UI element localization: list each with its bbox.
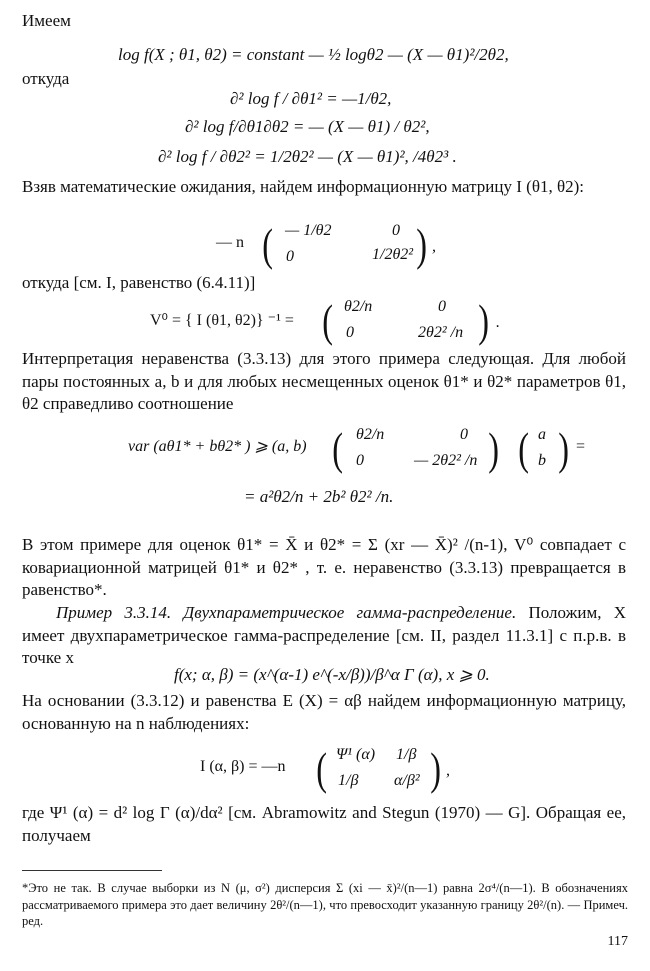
variance-result: = a²θ2/n + 2b² θ2² /n. [244, 487, 394, 506]
footnote-rule [22, 870, 162, 871]
variance-inequality [0, 424, 650, 474]
matrix-cell: 1/2θ2² [372, 246, 414, 263]
right-paren: ) [430, 743, 442, 794]
matrix-cell: 1/β [396, 746, 417, 763]
matrix-cell: 1/β [338, 772, 359, 789]
gamma-information-matrix [0, 744, 650, 794]
matrix-cell: 0 [356, 452, 364, 469]
left-paren: ( [262, 219, 274, 270]
inequality-prefix: var (aθ1* + bθ2* ) ⩾ (a, b) [128, 438, 307, 455]
equation-log-likelihood: log f(X ; θ1, θ2) = constant — ½ logθ2 — (X — θ1)²/2θ2, [118, 45, 509, 64]
paragraph-interpretation: Интерпретация неравенства (3.3.13) для этого примера следующая. Для любой пары постоянных a, b и для любых несмещенных оценок θ1* и θ2* параметров θ1, θ2 справедливо соотношение [22, 349, 626, 413]
left-paren: ( [322, 295, 334, 346]
example-body: Положим, X имеет двухпараметрическое гамма-распределение [см. II, раздел 11.3.1] с п.р.в. в точке x [22, 603, 626, 667]
page-number: 117 [607, 934, 628, 949]
matrix-prefix: V⁰ = { I (θ1, θ2)} ⁻¹ = [150, 312, 294, 329]
right-paren: ) [416, 219, 428, 270]
intro-word: Имеем [22, 11, 71, 30]
equals-sign: = [576, 438, 586, 455]
vector-cell: a [538, 426, 546, 443]
footnote: *Это не так. В случае выборки из N (μ, σ²) дисперсия Σ (xi — x̄)²/(n—1) равна 2σ⁴/(n—1). В обозначениях рассматриваемого примера это дает величину 2θ²/(n—1), что превосходит указанную границу 2θ²/(n). — Примеч. ред. [22, 881, 628, 928]
paragraph-where: где Ψ¹ (α) = d² log Γ (α)/dα² [см. Abramowitz and Stegun (1970) — G]. Обращая ее, получаем [22, 803, 626, 845]
equation-second-derivative-2: ∂² log f/∂θ1∂θ2 = — (X — θ1) / θ2², [185, 117, 430, 136]
vector-cell: b [538, 452, 546, 469]
matrix-cell: 0 [438, 298, 446, 315]
equation-second-derivative-1: ∂² log f / ∂θ1² = —1/θ2, [230, 89, 392, 108]
left-paren: ( [316, 743, 328, 794]
paragraph-example-estimators: В этом примере для оценок θ1* = X̄ и θ2* = Σ (xr — X̄)² /(n-1), V⁰ совпадает с ковариационной матрицей θ1* и θ2* , т. е. неравенство (3.3.13) превращается в равенство*. [22, 535, 626, 599]
matrix-suffix: , [432, 238, 436, 255]
right-paren: ) [558, 423, 570, 474]
covariance-bound-matrix [0, 296, 650, 346]
matrix-cell: Ψ¹ (α) [336, 746, 376, 763]
right-paren: ) [478, 295, 490, 346]
matrix-cell: α/β² [394, 772, 420, 789]
word-whence: откуда [22, 69, 70, 88]
matrix-suffix: , [446, 762, 450, 779]
matrix-cell: θ2/n [344, 298, 373, 315]
matrix-cell: 0 [286, 248, 294, 265]
example-title: Пример 3.3.14. Двухпараметрическое гамма-распределение. [56, 603, 517, 622]
left-paren: ( [332, 423, 344, 474]
paragraph-basis: На основании (3.3.12) и равенства E (X) = αβ найдем информационную матрицу, основанную на n наблюдениях: [22, 691, 626, 733]
gamma-density: f(x; α, β) = (x^(α-1) e^(-x/β))/β^α Γ (α), x ⩾ 0. [174, 665, 490, 684]
right-paren: ) [488, 423, 500, 474]
equation-second-derivative-3: ∂² log f / ∂θ2² = 1/2θ2² — (X — θ1)², /4θ2³ . [158, 147, 457, 166]
information-matrix [0, 220, 650, 270]
paragraph-whence-reference: откуда [см. I, равенство (6.4.11)] [22, 273, 256, 292]
matrix-suffix: . [496, 314, 500, 331]
matrix-prefix: — n [216, 234, 244, 251]
matrix-cell: — 2θ2² /n [414, 452, 478, 469]
matrix-cell: 0 [392, 222, 400, 239]
paragraph-gamma-example [22, 602, 626, 670]
left-paren: ( [518, 423, 530, 474]
paragraph-information-matrix: Взяв математические ожидания, найдем информационную матрицу I (θ1, θ2): [22, 177, 584, 196]
matrix-prefix: I (α, β) = —n [200, 758, 286, 775]
matrix-cell: 0 [460, 426, 468, 443]
matrix-cell: 0 [346, 324, 354, 341]
matrix-cell: — 1/θ2 [285, 222, 332, 239]
matrix-cell: θ2/n [356, 426, 385, 443]
matrix-cell: 2θ2² /n [418, 324, 464, 341]
